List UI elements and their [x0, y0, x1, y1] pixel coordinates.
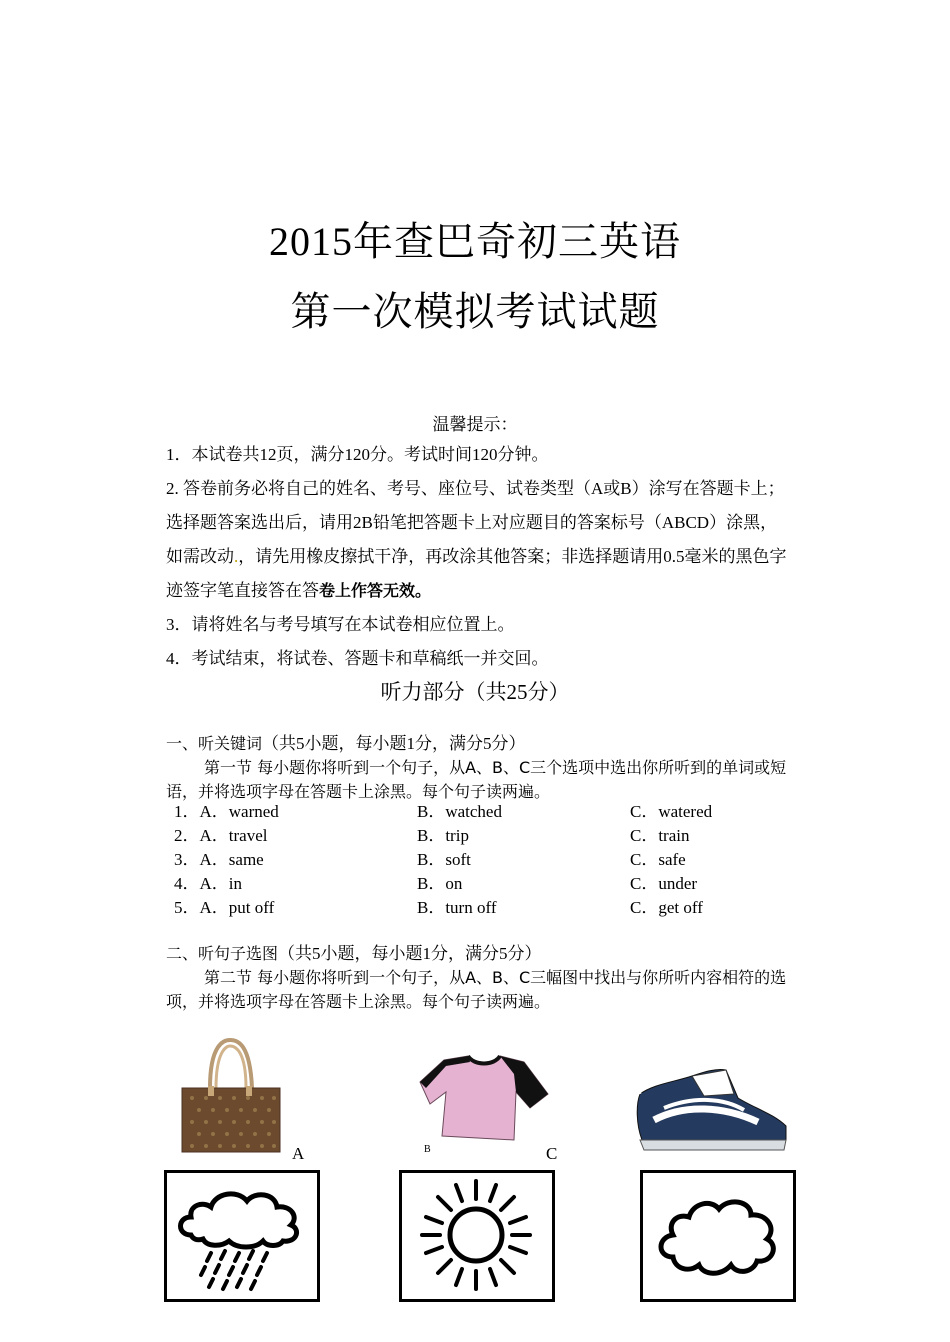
- tip-item-2-text-b: ，请先用橡皮擦拭干净，再改涂其他答案；非选择题请用0.5毫米的黑色字迹签字笔直接答在答: [166, 547, 787, 600]
- option-b: B．watched: [417, 802, 502, 821]
- listening-section-title: 听力部分（共25分）: [380, 680, 570, 704]
- rain-cloud-icon: [167, 1173, 317, 1299]
- section1-heading-note: （共5小题，每小题1分，满分5分）: [262, 734, 526, 753]
- question-row: [174, 800, 794, 824]
- question-row: [174, 872, 794, 896]
- section1-heading: 一、听关键词: [166, 734, 263, 753]
- exam-title-line2: 第一次模拟考试试题: [290, 289, 660, 334]
- question-table: [174, 800, 794, 920]
- question-row: [174, 848, 794, 872]
- option-c: C．under: [630, 874, 698, 893]
- tip-item-2-text-c: 卷上作答无效。: [319, 581, 432, 600]
- t-shirt-image: [416, 1052, 552, 1144]
- tip-item-2-text-a: 2. 答卷前务必将自己的姓名、考号、座位号、试卷类型（A或B）涂写在答题卡上；选择题答案选出后，请用2B铅笔把答题卡上对应题目的答案标号（ABCD）涂黑，如需改动: [166, 479, 785, 566]
- option-a: 4．A．in: [174, 874, 242, 893]
- option-c: C．train: [630, 826, 690, 845]
- option-c: C．safe: [630, 850, 686, 869]
- question-row: [174, 824, 794, 848]
- weather-box-b: [399, 1170, 555, 1302]
- tip-item-4: 4．考试结束，将试卷、答题卡和草稿纸一并交回。: [166, 649, 549, 668]
- tip-item-1: 1．本试卷共12页，满分120分。考试时间120分钟。: [166, 445, 549, 464]
- picture-label-b: B: [424, 1144, 431, 1155]
- option-c: C．watered: [630, 802, 713, 821]
- option-c: C．get off: [630, 898, 703, 917]
- cloud-icon: [643, 1173, 793, 1299]
- option-b: B．trip: [417, 826, 469, 845]
- tips-heading: 温馨提示：: [432, 415, 518, 434]
- option-b: B．turn off: [417, 898, 497, 917]
- tip-highlight-dot: .: [234, 547, 239, 566]
- sneaker-image: [634, 1064, 792, 1156]
- section2-instruction: 第二节 每小题你将听到一个句子，从A、B、C三幅图中找出与你所听内容相符的选项，并将选项字母在答题卡上涂黑。每个句子读两遍。: [166, 968, 787, 1011]
- option-b: B．on: [417, 874, 463, 893]
- option-b: B．soft: [417, 850, 471, 869]
- section1-instruction: 第一节 每小题你将听到一个句子，从A、B、C三个选项中选出你所听到的单词或短语，并将选项字母在答题卡上涂黑。每个句子读两遍。: [166, 758, 787, 801]
- picture-label-a: A: [292, 1144, 305, 1163]
- handbag-image: [172, 1036, 290, 1154]
- option-a: 3．A．same: [174, 850, 264, 869]
- tip-item-2: [166, 472, 790, 608]
- weather-box-c: [640, 1170, 796, 1302]
- section1-header: [166, 732, 806, 804]
- picture-label-c: C: [546, 1144, 558, 1163]
- option-a: 2．A．travel: [174, 826, 268, 845]
- sun-icon: [402, 1173, 552, 1299]
- option-a: 5．A．put off: [174, 898, 275, 917]
- section2-heading: 二、听句子选图: [166, 944, 279, 963]
- tips-list: [166, 438, 790, 676]
- weather-box-a: [164, 1170, 320, 1302]
- question-row: [174, 896, 794, 920]
- section2-header: [166, 942, 806, 1014]
- section2-heading-note: （共5小题，每小题1分，满分5分）: [278, 944, 542, 963]
- tip-item-3: 3．请将姓名与考号填写在本试卷相应位置上。: [166, 615, 515, 634]
- option-a: 1．A．warned: [174, 802, 279, 821]
- exam-title-line1: 2015年查巴奇初三英语: [269, 219, 681, 264]
